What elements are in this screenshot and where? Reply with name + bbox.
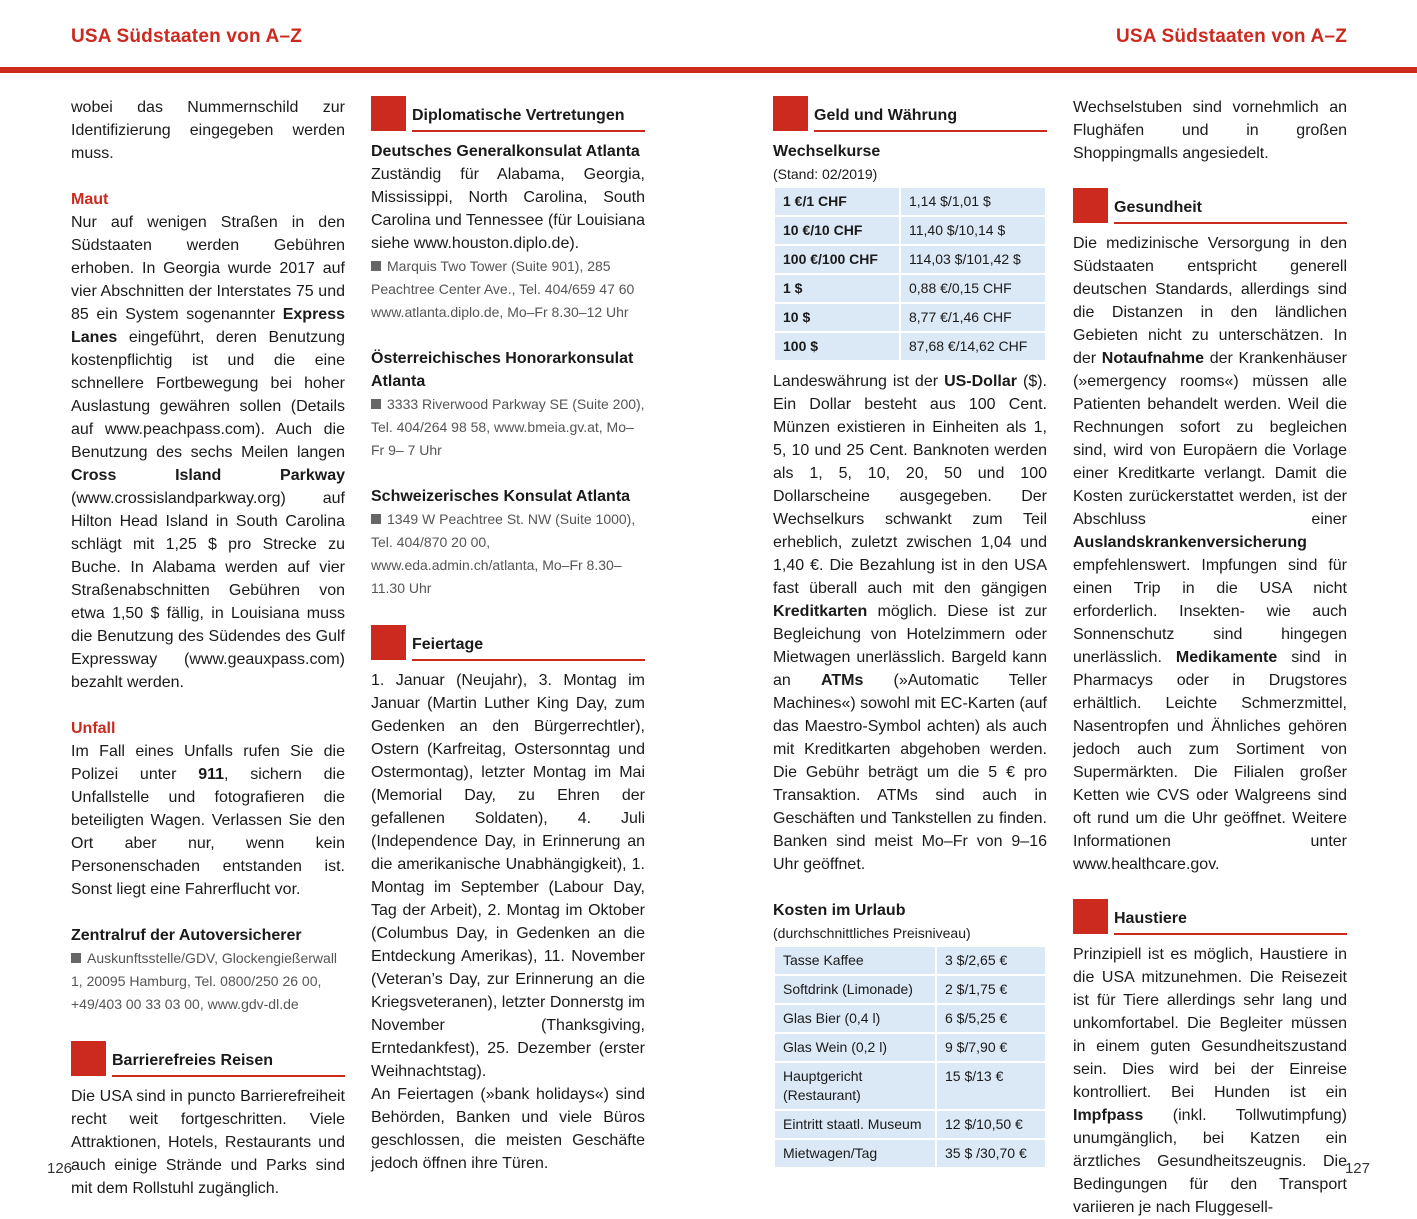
section-title: Feiertage <box>412 636 484 653</box>
table-row <box>774 245 1046 274</box>
table-cell-value: 3 $/2,65 € <box>936 946 1046 975</box>
column-1 <box>71 96 345 1200</box>
table-row <box>774 274 1046 303</box>
unfall-heading: Unfall <box>71 720 116 737</box>
table-cell-value: 2 $/1,75 € <box>936 975 1046 1004</box>
table-cell-label: 100 $ <box>774 332 900 361</box>
section-title: Barrierefreies Reisen <box>112 1052 273 1069</box>
table-cell-value: 0,88 €/0,15 CHF <box>900 274 1046 303</box>
wechselstuben-text: Wechselstuben sind vornehmlich an Flughäfen und in großen Shoppingmalls angesiedelt. <box>1073 99 1347 162</box>
info-square-icon <box>371 261 381 271</box>
table-row <box>774 1139 1046 1168</box>
section-box-haustiere <box>1073 899 1347 935</box>
intro-text: wobei das Nummernschild zur Identifizierung eingegeben werden muss. <box>71 99 345 162</box>
table-cell-label: 1 $ <box>774 274 900 303</box>
kosten-heading: Kosten im Urlaub <box>773 902 906 919</box>
column-2 <box>371 96 645 1175</box>
info-square-icon <box>71 953 81 963</box>
de-konsulat-heading: Deutsches Generalkonsulat Atlanta <box>371 143 640 160</box>
section-marker-icon <box>71 1041 106 1076</box>
table-cell-label: 10 $ <box>774 303 900 332</box>
table-row <box>774 332 1046 361</box>
table-cell-value: 87,68 €/14,62 CHF <box>900 332 1046 361</box>
section-title: Geld und Währung <box>814 107 958 124</box>
gesundheit-text: Die medizinische Versorgung in den Südstaaten entspricht generell deutschen Standards, allerdings sind die Distanzen in den ländlichen Gebieten nicht zu unterschätzen. In der Notaufnahme der Krankenhäuser (»emergency rooms«) müssen alle Patienten behandelt werden. Weil die Rechnungen sofort zu begleichen sind, wird von Europäern die Vorlage einer Kreditkarte verlangt. Damit die Kosten zurückerstattet werden, ist der Abschluss einer Auslandskrankenversicherung empfehlenswert. Impfungen sind für einen Trip in die USA nicht erforderlich. Insekten- wie auch Sonnenschutz sind hingegen unerlässlich. Medikamente sind in Pharmacys oder in Drugstores erhältlich. Leichte Schmerzmittel, Nasentropfen und Ähnliches gehören jedoch auch zum Sortiment von Supermärkten. Die Filialen großer Ketten wie CVS oder Walgreens sind oft rund um die Uhr geöffnet. Weitere Informationen unter www.healthcare.gov. <box>1073 235 1347 873</box>
barriere-text: Die USA sind in puncto Barrierefreiheit recht weit fortgeschritten. Viele Attraktionen, Hotels, Restaurants und auch einige Strände und Parks sind mit dem Rollstuhl zugänglich. <box>71 1088 345 1197</box>
table-cell-label: Hauptgericht (Restaurant) <box>774 1062 936 1110</box>
zentralruf-info: Auskunftsstelle/GDV, Glockengießerwall 1, 20095 Hamburg, Tel. 0800/250 26 00, +49/403 00 33 03 00, www.gdv-dl.de <box>71 950 338 1012</box>
table-row <box>774 303 1046 332</box>
section-box-barrierefrei <box>71 1041 345 1077</box>
wechselkurse-heading: Wechselkurse <box>773 143 881 160</box>
section-box-feiertage <box>371 625 645 661</box>
page-number-right: 127 <box>1344 1160 1370 1177</box>
de-konsulat-info: Marquis Two Tower (Suite 901), 285 Peachtree Center Ave., Tel. 404/659 47 60 www.atlanta.diplo.de, Mo–Fr 8.30–12 Uhr <box>371 258 635 320</box>
info-square-icon <box>371 514 381 524</box>
table-cell-label: Tasse Kaffee <box>774 946 936 975</box>
table-row <box>774 187 1046 216</box>
table-cell-label: 100 €/100 CHF <box>774 245 900 274</box>
section-title: Diplomatische Vertretungen <box>412 107 625 124</box>
table-cell-value: 15 $/13 € <box>936 1062 1046 1110</box>
section-title: Gesundheit <box>1114 199 1203 216</box>
section-box-gesundheit <box>1073 188 1347 224</box>
table-cell-value: 6 $/5,25 € <box>936 1004 1046 1033</box>
ch-konsulat-heading: Schweizerisches Konsulat Atlanta <box>371 488 631 505</box>
section-marker-icon <box>773 96 808 131</box>
table-row <box>774 1062 1046 1110</box>
haustiere-text: Prinzipiell ist es möglich, Haustiere in die USA mitzunehmen. Die Reisezeit ist für Tiere allerdings sehr lang und unkomfortabel. Die Begleiter müssen in einem guten Gesundheitszustand sein. Dies wird bei der Einreise kontrolliert. Bei Hunden ist ein Impfpass (inkl. Tollwutimpfung) unumgänglich, bei Katzen ein ärztliches Gesundheitszeugnis. Die Bedingungen für den Transport variieren je nach Fluggesell- <box>1073 946 1347 1216</box>
table-cell-label: Softdrink (Limonade) <box>774 975 936 1004</box>
page-number-left: 126 <box>47 1160 73 1177</box>
section-title: Haustiere <box>1114 910 1187 927</box>
section-marker-icon <box>1073 899 1108 934</box>
feiertage-text-2: An Feiertagen (»bank holidays«) sind Behörden, Banken und viele Büros geschlossen, die meisten Geschäfte jedoch öffnen ihre Türen. <box>371 1086 645 1172</box>
zentralruf-heading: Zentralruf der Autoversicherer <box>71 927 302 944</box>
table-cell-value: 1,14 $/1,01 $ <box>900 187 1046 216</box>
feiertage-text: 1. Januar (Neujahr), 3. Montag im Januar (Martin Luther King Day, zum Gedenken an den Bürgerrechtler), Ostern (Karfreitag, Ostersonntag und Ostermontag), letzter Montag im Mai (Memorial Day, zu Ehren der gefallenen Soldaten), 4. Juli (Independence Day, in Erinnerung an die amerikanische Unabhängigkeit), 1. Montag im September (Labour Day, Tag der Arbeit), 2. Montag im Oktober (Columbus Day, in Gedenken an die Entdeckung Amerikas), 11. November (Veteran’s Day, zur Erinnerung an die Kriegsveteranen), letzter Donnerstg im November (Thanksgiving, Erntedankfest), 25. Dezember (erster Weihnachtstag). <box>371 672 645 1080</box>
table-cell-label: Eintritt staatl. Museum <box>774 1110 936 1139</box>
table-cell-label: 10 €/10 CHF <box>774 216 900 245</box>
at-konsulat-heading: Österreichisches Honorarkonsulat Atlanta <box>371 350 634 390</box>
table-row <box>774 1004 1046 1033</box>
table-cell-label: Glas Wein (0,2 l) <box>774 1033 936 1062</box>
table-row <box>774 975 1046 1004</box>
unfall-text: Im Fall eines Unfalls rufen Sie die Polizei unter 911, sichern die Unfallstelle und fotografieren die beteiligten Wagen. Verlassen Sie den Ort aber nur, wenn kein Personenschaden entstanden ist. Sonst liegt eine Fahrerflucht vor. <box>71 743 345 898</box>
column-4 <box>1073 96 1347 1219</box>
table-cell-value: 9 $/7,90 € <box>936 1033 1046 1062</box>
table-cell-value: 35 $ /30,70 € <box>936 1139 1046 1168</box>
rates-table <box>773 186 1047 362</box>
table-cell-value: 8,77 €/1,46 CHF <box>900 303 1046 332</box>
section-box-geld <box>773 96 1047 132</box>
ch-konsulat-info: 1349 W Peachtree St. NW (Suite 1000), Tel. 404/870 20 00, www.eda.admin.ch/atlanta, Mo–Fr 8.30–11.30 Uhr <box>371 511 636 596</box>
section-marker-icon <box>371 625 406 660</box>
de-konsulat-text: Zuständig für Alabama, Georgia, Mississippi, North Carolina, South Carolina und Tennessee (für Louisiana siehe www.houston.diplo.de). <box>371 166 645 252</box>
table-row <box>774 1033 1046 1062</box>
running-header-right: USA Südstaaten von A–Z <box>1115 26 1347 47</box>
maut-heading: Maut <box>71 191 109 208</box>
maut-text: Nur auf wenigen Straßen in den Südstaaten werden Gebühren erhoben. In Georgia wurde 2017 auf vier Abschnitten der Interstates 75 und 85 ein System sogenannter Express Lanes eingeführt, deren Benutzung kostenpflichtig ist und die eine schnellere Fortbewegung bei hoher Auslastung gewähren sollen (Details auf www.peachpass.com). Auch die Benutzung des sechs Meilen langen Cross Island Parkway (www.crossislandparkway.org) auf Hilton Head Island in South Carolina schlägt mit 1,25 $ pro Strecke zu Buche. In Alabama werden auf vier Straßenabschnitten Gebühren von etwa 1,50 $ fällig, in Louisiana muss die Benutzung des Südendes des Gulf Expressway (www.geauxpass.com) bezahlt werden. <box>71 214 345 691</box>
costs-table <box>773 945 1047 1169</box>
kosten-subheading: (durchschnittliches Preisniveau) <box>773 925 971 941</box>
column-3 <box>773 96 1047 1169</box>
table-row <box>774 1110 1046 1139</box>
table-cell-value: 12 $/10,50 € <box>936 1110 1046 1139</box>
info-square-icon <box>371 399 381 409</box>
table-row <box>774 946 1046 975</box>
geld-text: Landeswährung ist der US-Dollar ($). Ein Dollar besteht aus 100 Cent. Münzen existieren in Einheiten als 1, 5, 10 und 25 Cent. Banknoten werden als 1, 5, 10, 20, 50 und 100 Dollarscheine ausgegeben. Der Wechselkurs schwankt zum Teil erheblich, zuletzt zwischen 1,04 und 1,40 €. Die Bezahlung ist in den USA fast überall auch mit den gängigen Kreditkarten möglich. Diese ist zur Begleichung von Hotelzimmern oder Mietwagen unerlässlich. Bargeld kann an ATMs (»Automatic Teller Machines«) sowohl mit EC-Karten (auf das Maestro-Symbol achten) als auch mit Kreditkarten abgehoben werden. Die Gebühr beträgt um die 5 € pro Transaktion. ATMs sind auch in Geschäften und Tankstellen zu finden. Banken sind meist Mo–Fr von 9–16 Uhr geöffnet. <box>773 373 1047 873</box>
table-row <box>774 216 1046 245</box>
at-konsulat-info: 3333 Riverwood Parkway SE (Suite 200), Tel. 404/264 98 58, www.bmeia.gv.at, Mo–Fr 9– 7 Uhr <box>371 396 645 458</box>
table-cell-value: 114,03 $/101,42 $ <box>900 245 1046 274</box>
section-box-diplomatisch <box>371 96 645 132</box>
running-header-left: USA Südstaaten von A–Z <box>71 26 303 47</box>
wechselkurse-stand: (Stand: 02/2019) <box>773 166 878 182</box>
table-cell-label: Glas Bier (0,4 l) <box>774 1004 936 1033</box>
section-marker-icon <box>371 96 406 131</box>
table-cell-label: 1 €/1 CHF <box>774 187 900 216</box>
section-marker-icon <box>1073 188 1108 223</box>
header-rule <box>0 67 1417 73</box>
table-cell-label: Mietwagen/Tag <box>774 1139 936 1168</box>
table-cell-value: 11,40 $/10,14 $ <box>900 216 1046 245</box>
